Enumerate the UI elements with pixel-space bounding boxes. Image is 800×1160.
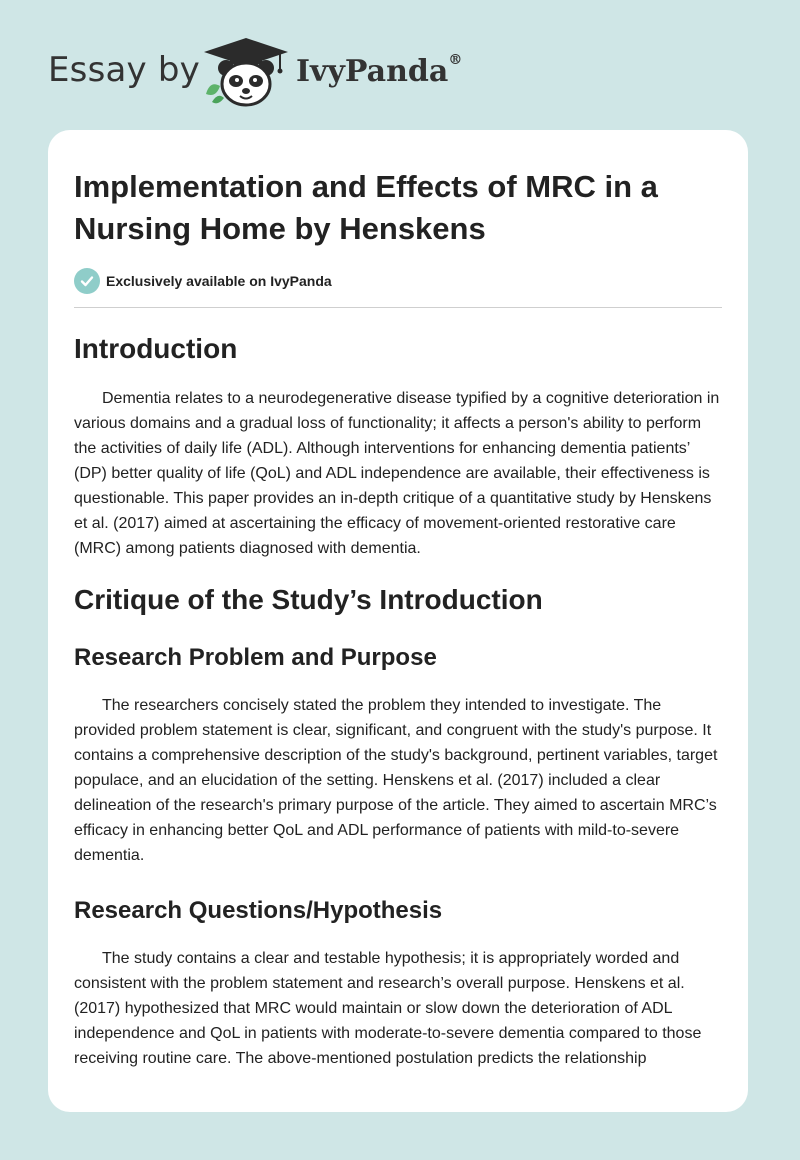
essay-by-label: Essay by [48,50,200,90]
panda-logo-icon[interactable] [200,36,292,108]
paragraph-research-questions: The study contains a clear and testable hypothesis; it is appropriately worded and consistent with the problem statement and research’s overall purpose. Henskens et al. (2017) hypothesized that MRC would maintain or slow down the deterioration of ADL independence and QoL in patients with moderate-to-severe dementia compared to those receiving routine care. The above-mentioned postulation predicts the relationship [74,950,702,1067]
article-card [48,130,748,1112]
registered-mark: ® [448,52,463,68]
title-divider [74,307,722,308]
heading-introduction: Introduction [74,333,238,364]
heading-research-questions: Research Questions/Hypothesis [74,897,443,924]
heading-research-problem: Research Problem and Purpose [74,644,437,671]
paragraph-introduction: Dementia relates to a neurodegenerative disease typified by a cognitive deterioration in various domains and a gradual loss of functionality; it affects a person's ability to perform the activities of daily life (ADL). Although interventions for enhancing dementia patients’ (DP) better quality of life (QoL) and ADL independence are available, their effectiveness is questionable. This paper provides an in-depth critique of a quantitative study by Henskens et al. (2017) aimed at ascertaining the efficacy of movement-oriented restorative care (MRC) among patients diagnosed with dementia. [74,390,720,557]
badge-text: Exclusively available on IvyPanda [106,273,332,289]
check-circle-icon [74,268,100,294]
article-title: Implementation and Effects of MRC in a Nursing Home by Henskens [74,169,658,246]
site-header [0,0,800,130]
heading-critique: Critique of the Study’s Introduction [74,584,543,615]
paragraph-research-problem: The researchers concisely stated the problem they intended to investigate. The provided problem statement is clear, significant, and congruent with the study's purpose. It contains a comprehensive description of the study's background, pertinent variables, target populace, and an elucidation of the setting. Henskens et al. (2017) included a clear delineation of the research's primary purpose of the article. They aimed to ascertain MRC’s efficacy in enhancing better QoL and ADL performance of patients with mild-to-severe dementia. [74,697,718,864]
exclusive-badge [74,268,722,294]
brand-name[interactable]: IvyPanda® [296,52,463,89]
